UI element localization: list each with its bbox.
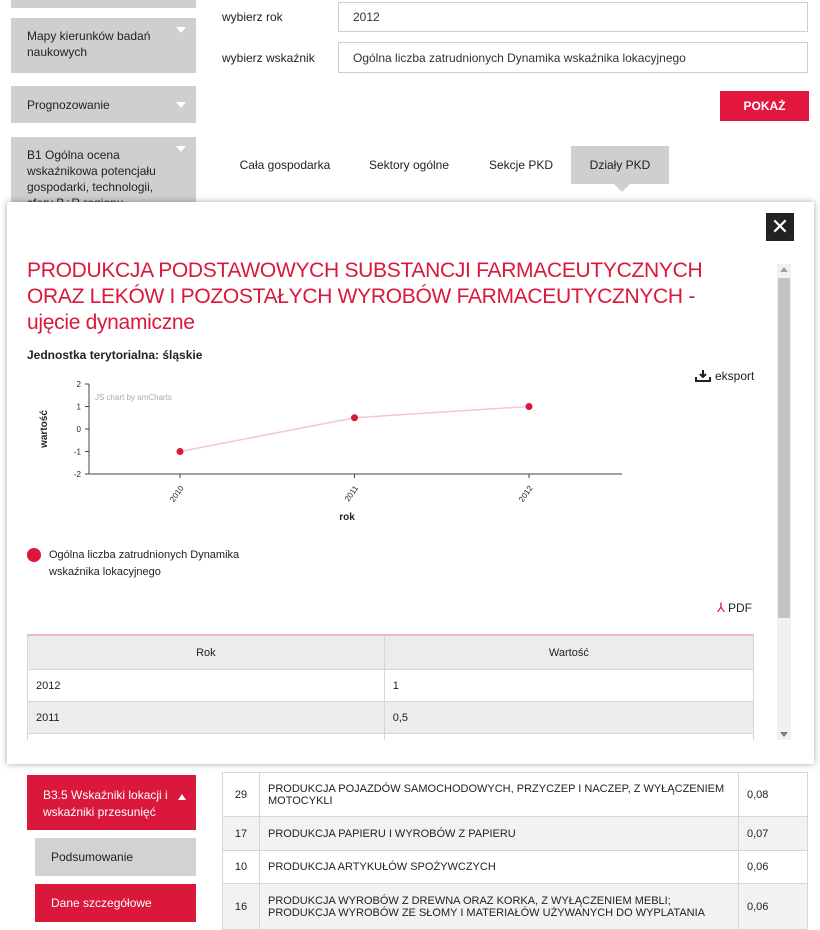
- row-value: 0,06: [739, 884, 808, 930]
- column-header-rok[interactable]: Rok: [28, 635, 385, 670]
- tab-cala-gospodarka[interactable]: Cała gospodarka: [239, 158, 331, 172]
- data-point: [526, 403, 533, 410]
- table-row: [28, 670, 754, 702]
- cell-wartosc: 0,5: [384, 702, 753, 734]
- values-table-viewport: [7, 634, 777, 740]
- territorial-unit-label: Jednostka terytorialna: śląskie: [27, 348, 203, 362]
- export-button[interactable]: [695, 369, 754, 383]
- y-tick-label: 0: [76, 425, 81, 434]
- year-select[interactable]: 2012: [338, 2, 808, 32]
- row-name: PRODUKCJA POJAZDÓW SAMOCHODOWYCH, PRZYCZEP I NACZEP, Z WYŁĄCZENIEM MOTOCYKLI: [260, 773, 739, 817]
- indicator-select[interactable]: Ogólna liczba zatrudnionych Dynamika wskaźnika lokacyjnego: [338, 42, 808, 73]
- row-value: 0,08: [739, 773, 808, 817]
- cell-rok: [28, 734, 385, 741]
- table-row: [223, 817, 808, 851]
- pdf-button[interactable]: [717, 600, 752, 616]
- values-table: [27, 634, 754, 740]
- modal-title: PRODUKCJA PODSTAWOWYCH SUBSTANCJI FARMACEUTYCZNYCH ORAZ LEKÓW I POZOSTAŁYCH WYROBÓW FARMACEUTYCZNYCH - ujęcie dynamiczne: [27, 259, 703, 334]
- line-chart: [27, 372, 647, 532]
- close-button[interactable]: ✕: [766, 213, 794, 241]
- download-icon: [695, 369, 711, 383]
- scroll-up-icon[interactable]: [780, 267, 788, 272]
- tab-dzialy-pkd[interactable]: Działy PKD: [571, 146, 669, 184]
- tab-active-caret: [614, 184, 630, 192]
- tab-sekcje-pkd[interactable]: Sekcje PKD: [488, 158, 554, 172]
- scroll-down-icon[interactable]: [780, 732, 788, 737]
- cell-rok: 2012: [28, 670, 385, 702]
- sidebar-item-top[interactable]: [11, 0, 196, 8]
- row-number: 10: [223, 851, 260, 884]
- export-label: eksport: [715, 369, 755, 383]
- table-row: [223, 884, 808, 930]
- y-tick-label: 2: [76, 380, 81, 389]
- sidebar-item-podsumowanie[interactable]: [35, 838, 196, 876]
- sidebar-item-label: Mapy kierunków badań naukowych: [27, 29, 151, 59]
- cell-rok: 2011: [28, 702, 385, 734]
- chart-legend[interactable]: [27, 547, 249, 581]
- y-tick-label: -1: [73, 447, 81, 457]
- table-row: [223, 773, 808, 817]
- row-number: 16: [223, 884, 260, 930]
- chevron-up-icon: [178, 794, 186, 800]
- indicator-label: wybierz wskaźnik: [222, 51, 315, 65]
- row-value: 0,06: [739, 851, 808, 884]
- row-value: 0,07: [739, 817, 808, 851]
- sidebar-item-label: Dane szczegółowe: [51, 896, 152, 910]
- sidebar-item-dane-szczegolowe[interactable]: [35, 884, 196, 922]
- row-number: 17: [223, 817, 260, 851]
- sidebar-item-label: B1 Ogólna ocena wskaźnikowa potencjału gospodarki, technologii,: [27, 148, 156, 194]
- year-label: wybierz rok: [222, 10, 283, 24]
- column-header-wartosc[interactable]: Wartość: [384, 635, 753, 670]
- sidebar-item-label: B3.5 Wskaźniki lokacji i wskaźniki przesunięć: [43, 788, 168, 819]
- x-tick-label: 2011: [342, 483, 361, 504]
- series-line: [180, 407, 529, 452]
- y-axis-label: wartość: [39, 410, 50, 448]
- row-name: PRODUKCJA PAPIERU I WYROBÓW Z PAPIERU: [260, 817, 739, 851]
- table-row: [223, 851, 808, 884]
- table-header-row: [28, 635, 754, 670]
- show-button[interactable]: POKAŻ: [720, 91, 809, 121]
- row-name: PRODUKCJA WYROBÓW Z DREWNA ORAZ KORKA, Z WYŁĄCZENIEM MEBLI; PRODUKCJA WYROBÓW ZE SŁOMY I MATERIAŁÓW UŻYWANYCH DO WYPLATANIA: [260, 884, 739, 930]
- x-axis-label: rok: [339, 512, 355, 523]
- cell-wartosc: [384, 734, 753, 741]
- sidebar-item-mapy[interactable]: [11, 18, 196, 73]
- chevron-down-icon: [176, 102, 186, 108]
- data-point: [351, 414, 358, 421]
- table-row: [28, 734, 754, 741]
- sidebar-item-label: Podsumowanie: [51, 850, 134, 864]
- sidebar-item-b35[interactable]: [27, 775, 196, 830]
- pkd-table: [222, 772, 808, 930]
- chevron-down-icon: [176, 27, 186, 33]
- row-number: 29: [223, 773, 260, 817]
- chart-watermark: JS chart by amCharts: [95, 393, 172, 402]
- pdf-label: PDF: [727, 601, 752, 615]
- cell-wartosc: 1: [384, 670, 753, 702]
- data-point: [177, 448, 184, 455]
- y-tick-label: 1: [76, 402, 81, 412]
- pdf-icon: ⅄: [717, 600, 725, 615]
- row-name: PRODUKCJA ARTYKUŁÓW SPOŻYWCZYCH: [260, 851, 739, 884]
- tab-sektory-ogolne[interactable]: Sektory ogólne: [368, 158, 450, 172]
- legend-marker: [27, 548, 41, 562]
- chevron-down-icon: [176, 146, 186, 152]
- sidebar-item-label: Prognozowanie: [27, 97, 110, 112]
- x-tick-label: 2012: [517, 483, 535, 504]
- table-row: [28, 702, 754, 734]
- x-tick-label: 2010: [168, 483, 186, 504]
- legend-label: Ogólna liczba zatrudnionych Dynamika wskaźnika lokacyjnego: [49, 549, 240, 578]
- sidebar-item-b1[interactable]: [11, 137, 196, 207]
- sidebar-item-prognozowanie[interactable]: [11, 86, 196, 123]
- modal-scrollbar[interactable]: [777, 264, 791, 740]
- chart-modal: [7, 202, 814, 764]
- y-tick-label: -2: [73, 470, 81, 479]
- scrollbar-thumb[interactable]: [778, 278, 790, 618]
